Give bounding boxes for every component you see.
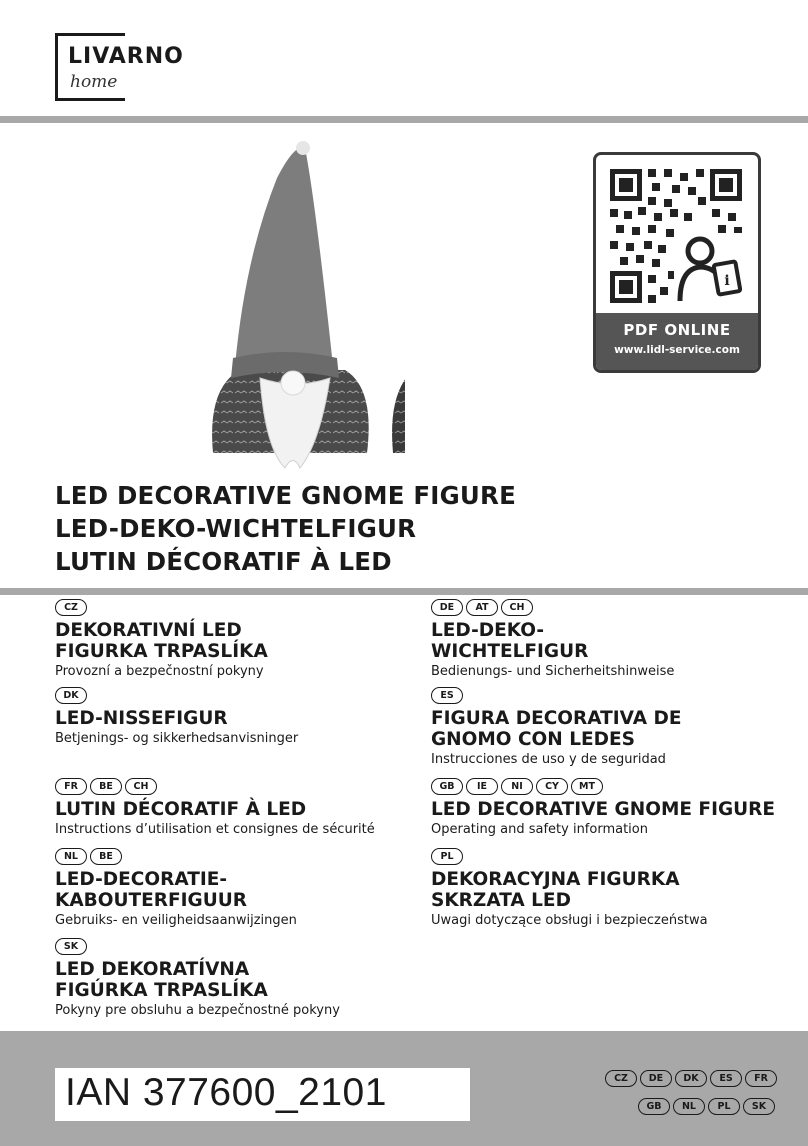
section-subtitle: Bedienungs- und Sicherheitshinweise bbox=[431, 664, 675, 679]
qr-label-band bbox=[596, 313, 758, 370]
footer-badge-cz: CZ bbox=[605, 1070, 637, 1087]
language-badge-dk: DK bbox=[55, 687, 87, 704]
section-title-line: DEKORATIVNÍ LED bbox=[55, 620, 242, 641]
section-title-line: GNOMO CON LEDES bbox=[431, 729, 635, 750]
section-divider bbox=[0, 588, 808, 595]
section-subtitle: Instructions d’utilisation et consignes de sécurité bbox=[55, 822, 375, 837]
footer-badge-es: ES bbox=[710, 1070, 742, 1087]
footer-badge-dk: DK bbox=[675, 1070, 707, 1087]
footer-badge-nl: NL bbox=[673, 1098, 705, 1115]
section-subtitle: Gebruiks- en veiligheidsaanwijzingen bbox=[55, 913, 297, 928]
section-title-line: FIGÚRKA TRPASLÍKA bbox=[55, 980, 268, 1001]
section-title-line: LED-DECORATIE- bbox=[55, 869, 228, 890]
language-badge-fr: FR bbox=[55, 778, 87, 795]
language-badge-cz: CZ bbox=[55, 599, 87, 616]
footer-badge-de: DE bbox=[640, 1070, 672, 1087]
language-badges bbox=[55, 848, 122, 865]
qr-code-card[interactable] bbox=[593, 152, 761, 373]
section-subtitle: Uwagi dotyczące obsługi i bezpieczeństwa bbox=[431, 913, 708, 928]
section-title-line: WICHTELFIGUR bbox=[431, 641, 589, 662]
gnome-white bbox=[392, 143, 405, 464]
footer-language-badges-row1 bbox=[605, 1070, 777, 1087]
language-badges bbox=[55, 778, 157, 795]
language-badge-be: BE bbox=[90, 848, 122, 865]
section-subtitle: Betjenings- og sikkerhedsanvisninger bbox=[55, 731, 299, 746]
language-badges bbox=[431, 848, 463, 865]
section-title-line: LED-DEKO- bbox=[431, 620, 545, 641]
reader-person-icon bbox=[674, 233, 744, 305]
section-subtitle: Instrucciones de uso y de seguridad bbox=[431, 752, 666, 767]
top-divider bbox=[0, 116, 808, 123]
language-badge-sk: SK bbox=[55, 938, 87, 955]
language-badges bbox=[55, 599, 87, 616]
language-badges bbox=[431, 687, 463, 704]
section-title-line: LED DEKORATÍVNA bbox=[55, 959, 250, 980]
language-badge-ch: CH bbox=[501, 599, 533, 616]
gnome-gray bbox=[212, 141, 369, 468]
language-badge-de: DE bbox=[431, 599, 463, 616]
section-title-line: FIGURA DECORATIVA DE bbox=[431, 708, 682, 729]
product-title-de: LED-DEKO-WICHTELFIGUR bbox=[55, 514, 417, 543]
language-badge-ie: IE bbox=[466, 778, 498, 795]
section-subtitle: Provozní a bezpečnostní pokyny bbox=[55, 664, 264, 679]
language-badge-es: ES bbox=[431, 687, 463, 704]
product-title-en: LED DECORATIVE GNOME FIGURE bbox=[55, 481, 517, 510]
section-title-line: DEKORACYJNA FIGURKA bbox=[431, 869, 680, 890]
service-url[interactable]: www.lidl-service.com bbox=[614, 344, 740, 356]
section-title-line: LUTIN DÉCORATIF À LED bbox=[55, 799, 307, 820]
section-title-line: SKRZATA LED bbox=[431, 890, 571, 911]
language-badge-pl: PL bbox=[431, 848, 463, 865]
section-subtitle: Pokyny pre obsluhu a bezpečnostné pokyny bbox=[55, 1003, 340, 1018]
footer-badge-sk: SK bbox=[743, 1098, 775, 1115]
qr-code-icon bbox=[608, 167, 746, 307]
brand-logo-subtext: home bbox=[70, 72, 118, 92]
brand-logo-text: LIVARNO bbox=[68, 44, 184, 69]
svg-text:i: i bbox=[724, 273, 730, 289]
language-badge-gb: GB bbox=[431, 778, 463, 795]
section-title-line: LED DECORATIVE GNOME FIGURE bbox=[431, 799, 776, 820]
footer-badge-pl: PL bbox=[708, 1098, 740, 1115]
footer-badge-fr: FR bbox=[745, 1070, 777, 1087]
language-badge-ch: CH bbox=[125, 778, 157, 795]
ian-number: IAN 377600_2101 bbox=[65, 1071, 387, 1114]
language-badge-ni: NI bbox=[501, 778, 533, 795]
section-title-line: LED-NISSEFIGUR bbox=[55, 708, 228, 729]
product-title-fr: LUTIN DÉCORATIF À LED bbox=[55, 547, 392, 576]
language-badges bbox=[431, 778, 603, 795]
section-subtitle: Operating and safety information bbox=[431, 822, 648, 837]
section-title-line: FIGURKA TRPASLÍKA bbox=[55, 641, 268, 662]
language-badge-nl: NL bbox=[55, 848, 87, 865]
footer-badge-gb: GB bbox=[638, 1098, 670, 1115]
language-badges bbox=[55, 938, 87, 955]
language-badge-be: BE bbox=[90, 778, 122, 795]
gnome-product-image bbox=[205, 138, 405, 473]
language-badge-at: AT bbox=[466, 599, 498, 616]
section-title-line: KABOUTERFIGUUR bbox=[55, 890, 248, 911]
ian-box bbox=[55, 1068, 470, 1121]
language-badges bbox=[431, 599, 533, 616]
language-badge-mt: MT bbox=[571, 778, 603, 795]
footer-language-badges-row2 bbox=[638, 1098, 775, 1115]
pdf-online-label: PDF ONLINE bbox=[623, 321, 731, 339]
language-badges bbox=[55, 687, 87, 704]
language-badge-cy: CY bbox=[536, 778, 568, 795]
